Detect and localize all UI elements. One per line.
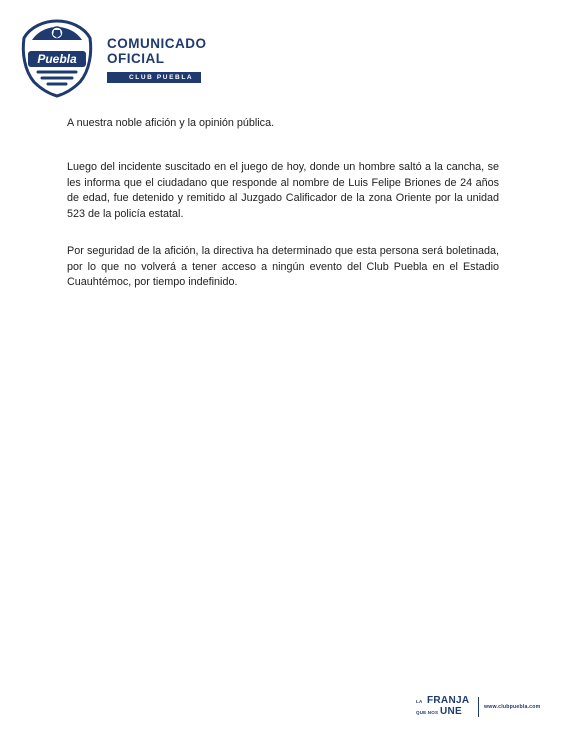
header-title-line2: OFICIAL: [107, 51, 165, 66]
header-title-line1: COMUNICADO: [107, 36, 207, 51]
footer-website-url: www.clubpuebla.com: [484, 704, 541, 710]
paragraph-1-text: Luego del incidente suscitado en el juego de hoy, donde un hombre saltó a la cancha, se les informa que el ciudadano que responde al nombre de Luis Felipe Briones de 24 años de edad, fue detenido y remitido al Juzgado Calificador de la zona Oriente por la unidad 523 de la policía estatal.: [67, 161, 499, 220]
paragraph-2-text: Por seguridad de la afición, la directiva ha determinado que esta persona será boletinada, por lo que no volverá a tener acceso a ningún evento del Club Puebla en el Estadio Cuauhtémoc, por tiempo indefinido.: [67, 245, 499, 288]
footer-la: LA: [416, 699, 423, 704]
paragraph-1: [67, 160, 499, 222]
salutation: [67, 116, 499, 132]
document-header: [107, 36, 207, 84]
footer-franja: FRANJA: [427, 695, 470, 706]
footer-separator: [478, 697, 479, 717]
salutation-text: A nuestra noble afición y la opinión pública.: [67, 117, 275, 129]
header-club-band: CLUB PUEBLA: [107, 72, 201, 83]
club-puebla-crest-logo: [20, 18, 94, 98]
paragraph-2: [67, 244, 499, 291]
footer-une: UNE: [440, 706, 463, 717]
footer-branding: [416, 695, 556, 719]
crest-text: Puebla: [37, 52, 77, 66]
footer-que-nos: QUE NOS: [416, 710, 439, 715]
